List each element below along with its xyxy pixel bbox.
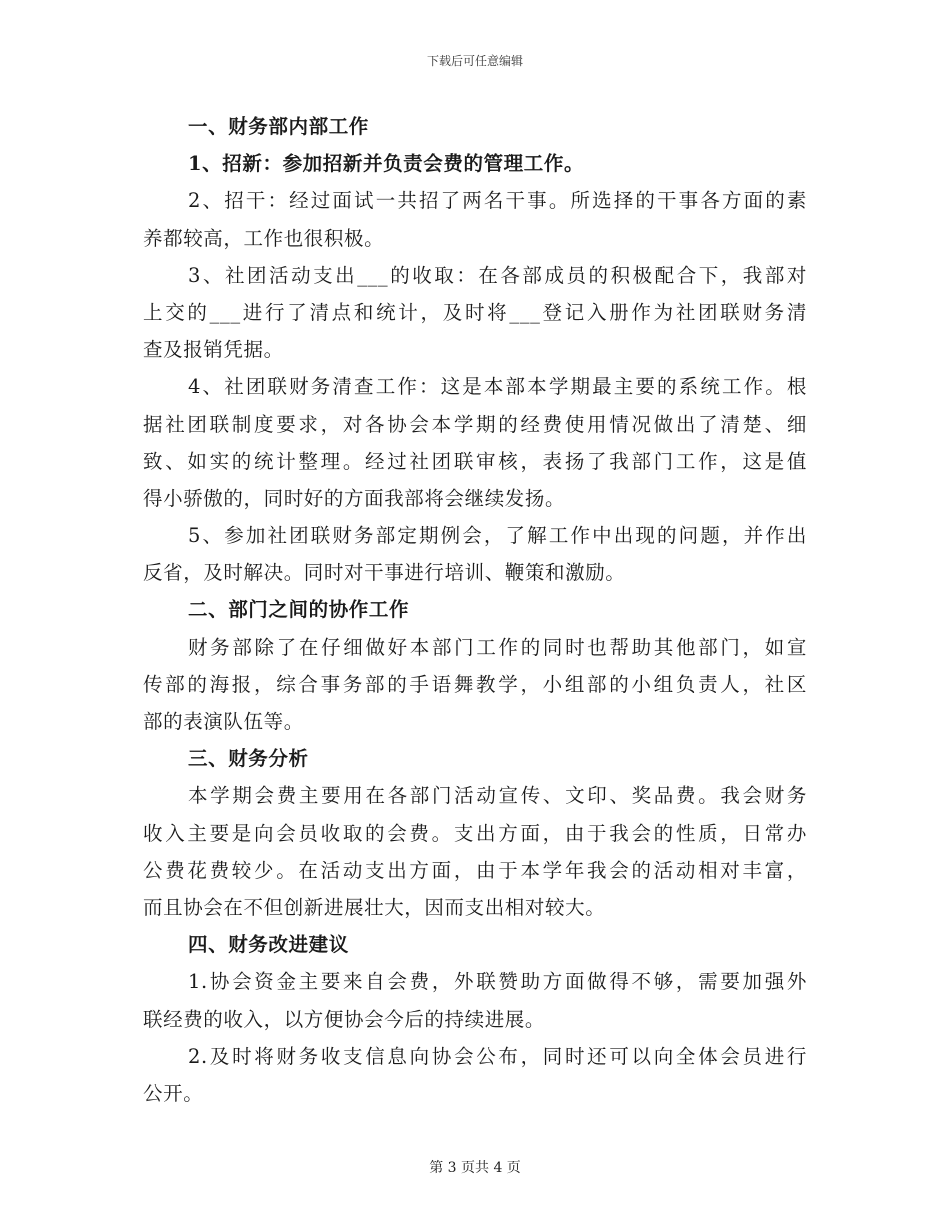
paragraph-line: 得小骄傲的，同时好的方面我部将会继续发扬。 <box>143 486 566 510</box>
paragraph-line: 财务部除了在仔细做好本部门工作的同时也帮助其他部门，如宣 <box>188 635 807 659</box>
document-body <box>143 108 807 1112</box>
paragraph-line: 致、如实的统计整理。经过社团联审核，表扬了我部门工作，这是值 <box>143 449 807 473</box>
paragraph-line: 据社团联制度要求，对各协会本学期的经费使用情况做出了清楚、细 <box>143 412 807 436</box>
paragraph-line: 公费花费较少。在活动支出方面，由于本学年我会的活动相对丰富， <box>143 858 807 882</box>
section-heading-financial-analysis: 三、财务分析 <box>188 747 309 771</box>
paragraph-line: 5、参加社团联财务部定期例会，了解工作中出现的问题，并作出 <box>188 524 807 548</box>
page-number: 第 3 页共 4 页 <box>429 1160 521 1176</box>
paragraph-line: 3、社团活动支出___的收取：在各部成员的积极配合下，我部对 <box>188 263 807 287</box>
paragraph-line: 部的表演队伍等。 <box>143 710 304 733</box>
paragraph-line: 传部的海报，综合事务部的手语舞教学，小组部的小组负责人，社区 <box>143 672 807 696</box>
paragraph-line: 1.协会资金主要来自会费，外联赞助方面做得不够，需要加强外 <box>188 970 807 994</box>
section-heading-internal-work: 一、财务部内部工作 <box>188 115 369 138</box>
paragraph-line: 2.及时将财务收支信息向协会公布，同时还可以向全体会员进行 <box>188 1044 807 1068</box>
paragraph-line: 联经费的收入，以方便协会今后的持续进展。 <box>143 1007 546 1031</box>
page-header: 下载后可任意编辑 <box>426 54 523 68</box>
paragraph-line: 反省，及时解决。同时对干事进行培训、鞭策和激励。 <box>143 561 626 585</box>
paragraph-line: 收入主要是向会员收取的会费。支出方面，由于我会的性质，日常办 <box>143 821 807 845</box>
section-heading-improvement: 四、财务改进建议 <box>188 933 349 957</box>
paragraph-line: 2、招干：经过面试一共招了两名干事。所选择的干事各方面的素 <box>188 189 807 213</box>
paragraph-line: 4、社团联财务清查工作：这是本部本学期最主要的系统工作。根 <box>188 375 807 399</box>
paragraph-line: 养都较高，工作也很积极。 <box>143 226 385 250</box>
item-recruitment: 1、招新：参加招新并负责会费的管理工作。 <box>188 152 585 176</box>
paragraph-line: 上交的___进行了清点和统计，及时将___登记入册作为社团联财务清 <box>143 300 807 324</box>
paragraph-line: 公开。 <box>143 1081 204 1105</box>
section-heading-collaboration: 二、部门之间的协作工作 <box>188 598 410 622</box>
paragraph-line: 本学期会费主要用在各部门活动宣传、文印、奖品费。我会财务 <box>188 784 807 808</box>
paragraph-line: 查及报销凭据。 <box>143 338 284 362</box>
paragraph-line: 而且协会在不但创新进展壮大，因而支出相对较大。 <box>143 895 606 919</box>
